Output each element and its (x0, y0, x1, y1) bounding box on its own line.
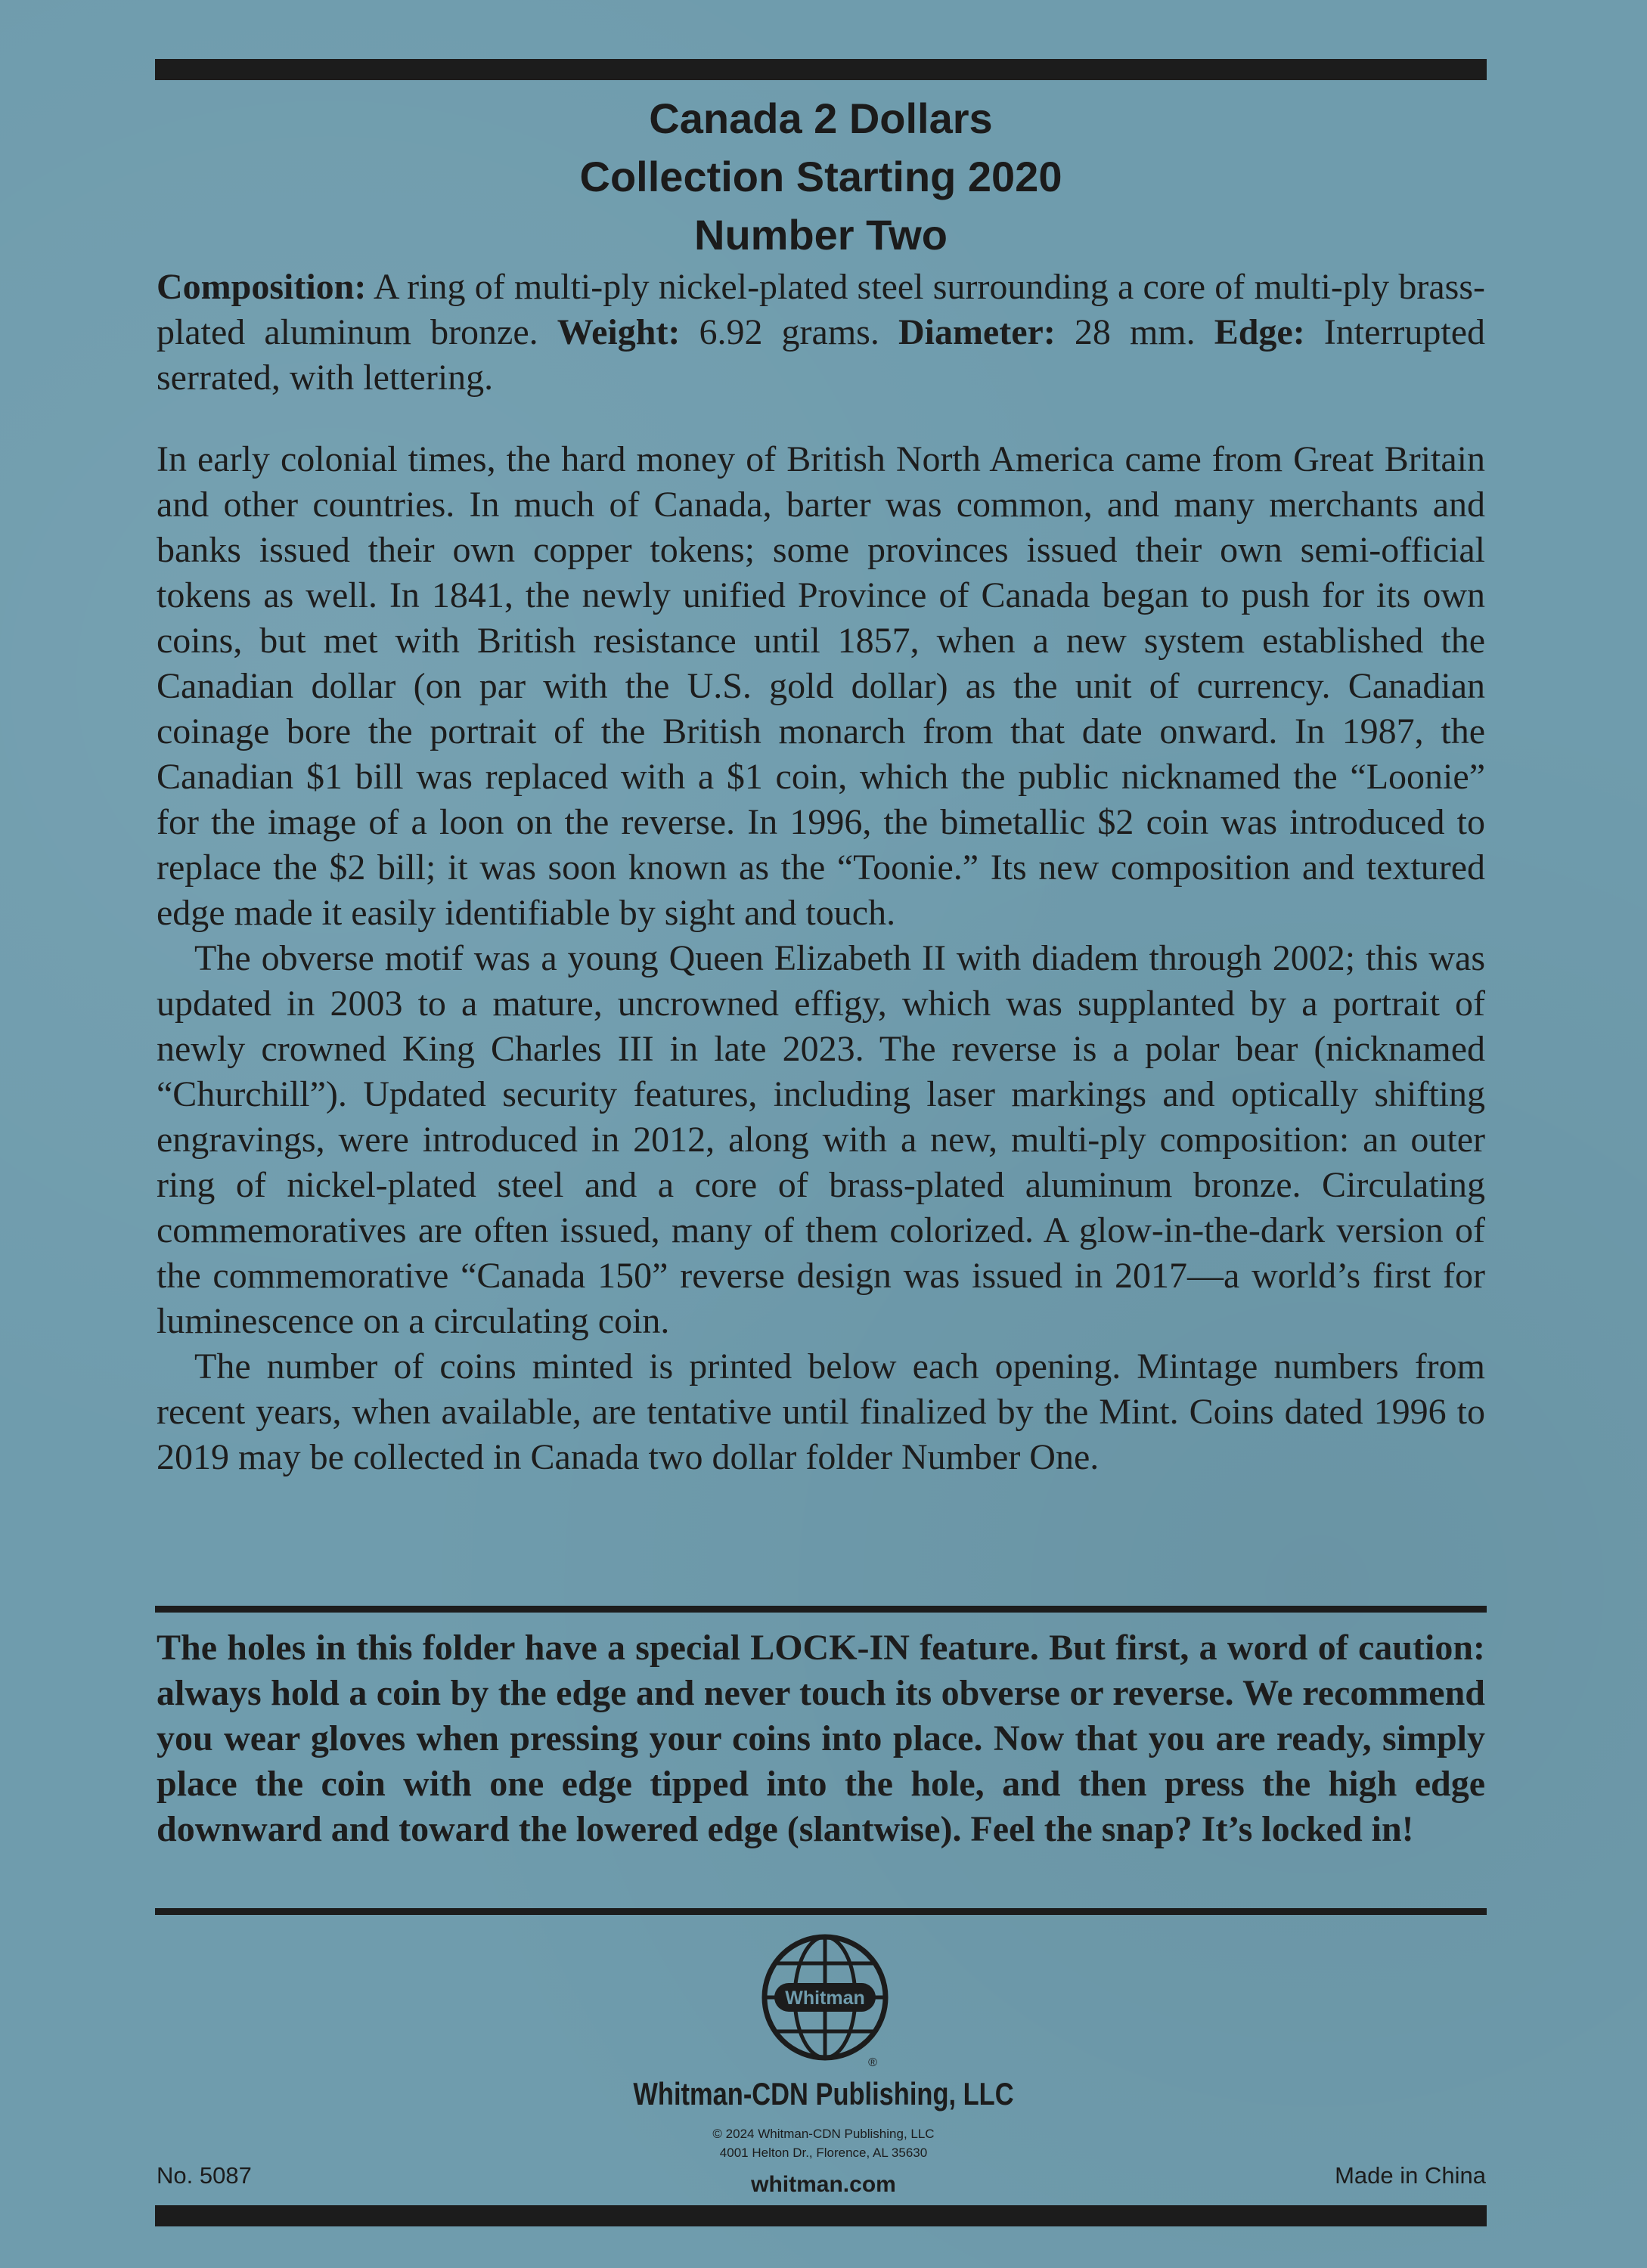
title-line-2: Collection Starting 2020 (579, 153, 1062, 200)
edge-text: Interrupted serrated, with lettering. (157, 312, 1486, 398)
lockin-bottom-rule (155, 1908, 1487, 1915)
diameter-label: Diameter: (898, 312, 1056, 352)
whitman-logo (761, 1933, 889, 2069)
top-rule (155, 59, 1487, 80)
edge-label: Edge: (1214, 312, 1305, 352)
history-text (157, 437, 1485, 1480)
history-paragraph-2: The obverse motif was a young Queen Elizabeth II with diadem through 2002; this was updated in 2003 to a mature, uncrowned effigy, which was supplanted by a portrait of newly crowned King Charles III in late 2023. The reverse is a polar bear (nicknamed “Churchill”). Updated security features, including laser markings and optically shifting engravings, were introduced in 2012, along with a new, multi-ply composition: an outer ring of nickel-plated steel and a core of brass-plated aluminum bronze. Circulating commemoratives are often issued, many of them colorized. A glow-in-the-dark version of the commemorative “Canada 150” reverse design was issued in 2017—a world’s first for luminescence on a circulating coin. (157, 938, 1485, 1341)
globe-icon (761, 1933, 889, 2069)
publisher-address: 4001 Helton Dr., Florence, AL 35630 (719, 2146, 928, 2160)
specifications (157, 265, 1485, 401)
bottom-rule (155, 2205, 1487, 2226)
weight-text: 6.92 grams. (680, 312, 898, 352)
registered-mark: ® (868, 2056, 877, 2069)
logo-wordmark: Whitman (785, 1988, 865, 2009)
weight-label: Weight: (557, 312, 681, 352)
title-line-1: Canada 2 Dollars (649, 94, 993, 142)
diameter-text: 28 mm. (1055, 312, 1214, 352)
country-of-origin: Made in China (1335, 2162, 1486, 2189)
website-link[interactable]: whitman.com (751, 2172, 896, 2197)
page-title (155, 89, 1487, 264)
lockin-paragraph: The holes in this folder have a special LOCK-IN feature. But first, a word of caution: always hold a coin by the edge and never touch its obverse or reverse. We recommend you wear gloves when pressing your coins into place. Now that you are ready, simply place the coin with one edge tipped into the hole, and then press the high edge downward and toward the lowered edge (slantwise). Feel the snap? It’s locked in! (157, 1628, 1485, 1849)
publisher-name: Whitman-CDN Publishing, LLC (633, 2076, 1014, 2112)
history-paragraph-3: The number of coins minted is printed below each opening. Mintage numbers from recent years, when available, are tentative until finalized by the Mint. Coins dated 1996 to 2019 may be collected in Canada two dollar folder Number One. (157, 1346, 1485, 1477)
history-paragraph-1: In early colonial times, the hard money of British North America came from Great Britain and other countries. In much of Canada, barter was common, and many merchants and banks issued their own copper tokens; some provinces issued their own semi-official tokens as well. In 1841, the newly unified Province of Canada began to push for its own coins, but met with British resistance until 1857, when a new system established the Canadian dollar (on par with the U.S. gold dollar) as the unit of currency. Canadian coinage bore the portrait of the British monarch from that date onward. In 1987, the Canadian $1 bill was replaced with a $1 coin, which the public nicknamed the “Loonie” for the image of a loon on the reverse. In 1996, the bimetallic $2 coin was introduced to replace the $2 bill; it was soon known as the “Toonie.” Its new composition and textured edge made it easily identifiable by sight and touch. (157, 439, 1485, 933)
composition-label: Composition: (157, 267, 367, 307)
catalog-number: No. 5087 (157, 2162, 252, 2189)
lockin-instructions (157, 1625, 1485, 1852)
composition-text: A ring of multi-ply nickel-plated steel surrounding a core of multi-ply brass-plated aluminum bronze. (157, 267, 1485, 352)
copyright-notice: © 2024 Whitman-CDN Publishing, LLC (712, 2127, 935, 2141)
title-line-3: Number Two (694, 211, 948, 259)
lockin-top-rule (155, 1606, 1487, 1613)
